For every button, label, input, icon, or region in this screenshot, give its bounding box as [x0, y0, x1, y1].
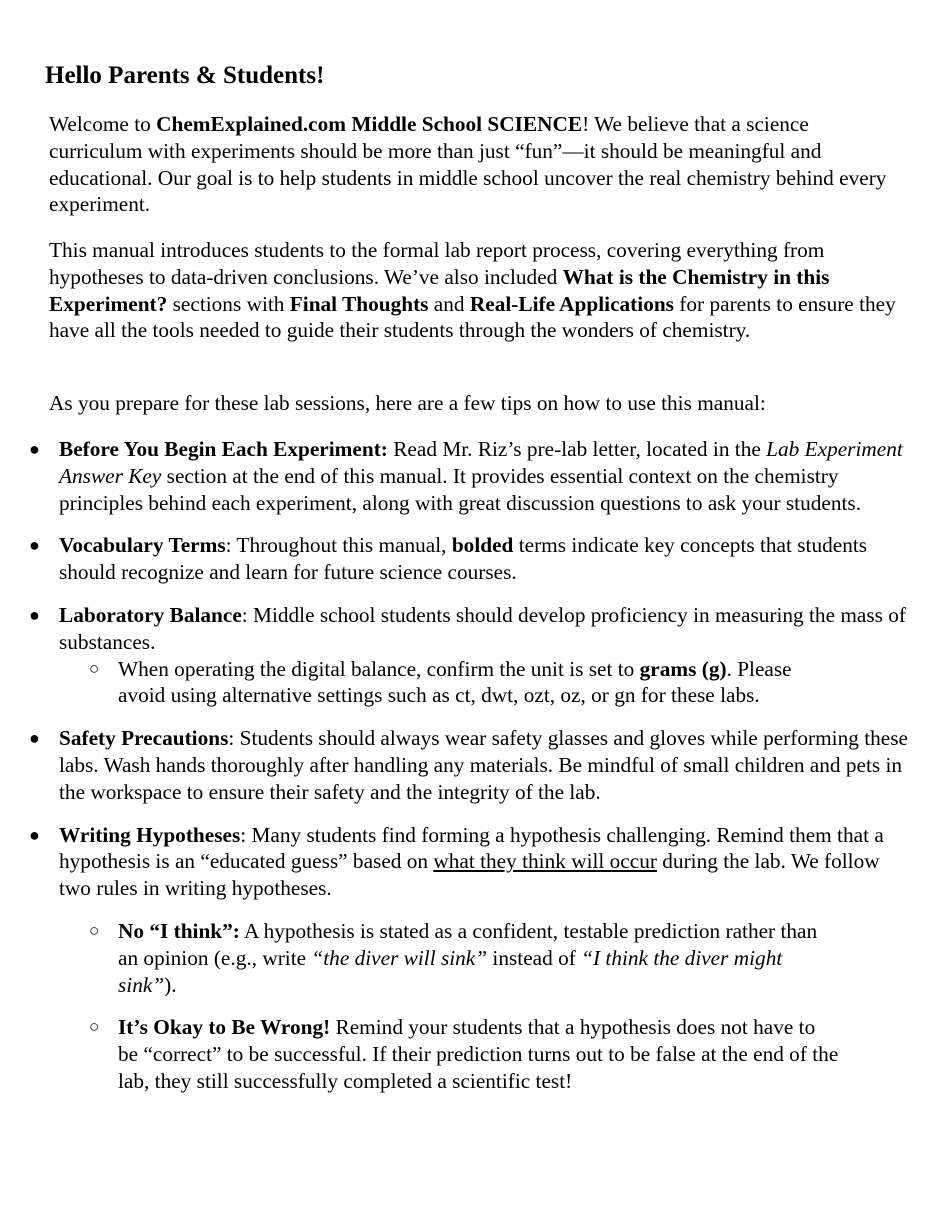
intro-welcome-text: Welcome to: [49, 112, 157, 136]
example-bad-hypothesis: “I think the diver might sink”: [118, 945, 783, 997]
sub-item-text: When operating the digital balance, confirm the unit is set to: [118, 656, 640, 681]
list-item-title: Vocabulary Terms: [59, 533, 226, 558]
sub-bullet-icon: ○: [89, 920, 100, 940]
list-item-text: Read Mr. Riz’s pre-lab letter, located in the: [387, 437, 767, 461]
list-item-title: Before You Begin Each Experiment:: [59, 437, 388, 461]
list-item-text: section at the end of this manual. It provides essential context on the chemistry principles behind each experiment, along with great discussion questions to ask your students.: [59, 463, 862, 515]
list-item-text: terms indicate key concepts that students should recognize and learn for future science courses.: [59, 533, 868, 585]
grams-unit: grams (g): [639, 656, 727, 681]
list-item-laboratory-balance: [0, 602, 909, 709]
sub-item-text: ).: [164, 972, 177, 997]
intro-final-thoughts: Final Thoughts: [289, 291, 429, 316]
list-item-title: Safety Precautions: [59, 726, 229, 751]
list-item-text: : Middle school students should develop proficiency in measuring the mass of substances.: [59, 602, 907, 654]
bolded-term: bolded: [451, 533, 514, 558]
list-item-before-you-begin: [0, 436, 909, 516]
list-item-title: Writing Hypotheses: [59, 822, 241, 847]
bullet-icon: ●: [29, 824, 40, 845]
sub-item-title: It’s Okay to Be Wrong!: [118, 1015, 331, 1040]
sub-item-body: [59, 656, 839, 710]
intro-brand-name: ChemExplained.com Middle School SCIENCE: [156, 112, 583, 136]
intro-paragraph-manual: [49, 237, 899, 344]
intro-manual-text: This manual introduces students to the formal lab report process, covering everything from hypotheses to data-driven conclusions. We’ve also included: [49, 238, 825, 289]
page-title: Hello Parents & Students!: [45, 62, 325, 89]
list-item-safety-precautions: [0, 725, 909, 805]
sub-item-text: . Please avoid using alternative settings such as ct, dwt, ozt, oz, or gn for these labs.: [118, 656, 792, 708]
sub-item-body: [59, 918, 839, 998]
bullet-icon: ●: [29, 439, 40, 459]
intro-real-life-applications: Real-Life Applications: [469, 291, 674, 316]
bullet-icon: ●: [29, 728, 40, 749]
list-item-writing-hypotheses: [0, 822, 909, 1095]
sub-item-digital-balance: [0, 656, 839, 710]
example-good-hypothesis: “the diver will sink”: [311, 945, 488, 970]
intro-manual-text-3: and: [428, 291, 470, 316]
list-item-title: Laboratory Balance: [59, 602, 242, 627]
sub-item-title: No “I think”:: [118, 918, 240, 943]
list-item-vocabulary-terms: [0, 532, 909, 586]
intro-manual-text-2: sections with: [167, 291, 290, 316]
sub-item-text: A hypothesis is stated as a confident, testable prediction rather than an opinion (e.g., write: [118, 918, 818, 970]
list-item-text: : Throughout this manual,: [225, 533, 452, 558]
sub-item-text: Remind your students that a hypothesis does not have to be “correct” to be successful. If their prediction turns out to be false at the end of the lab, they still successfully completed a scientific test!: [118, 1015, 839, 1093]
sub-item-okay-to-be-wrong: [0, 1014, 839, 1094]
sub-item-body: [59, 1014, 839, 1094]
intro-chemistry-section-name: What is the Chemistry in this Experiment?: [49, 264, 830, 316]
answer-key-reference: Lab Experiment Answer Key: [59, 437, 903, 488]
bullet-icon: ●: [29, 604, 40, 625]
intro-paragraph-tips: As you prepare for these lab sessions, here are a few tips on how to use this manual:: [49, 391, 766, 415]
sub-item-text: instead of: [487, 945, 582, 970]
tips-list: [0, 436, 930, 1111]
sub-item-no-i-think: [0, 918, 839, 998]
list-item-text: : Many students find forming a hypothesis challenging. Remind them that a hypothesis is an “educated guess” based on: [59, 822, 884, 874]
intro-manual-text-4: for parents to ensure they have all the tools needed to guide their students through the wonders of chemistry.: [49, 291, 896, 343]
intro-welcome-rest: ! We believe that a science curriculum with experiments should be more than just “fun”—it should be meaningful and educational. Our goal is to help students in middle school uncover the real chemistry behind every experiment.: [49, 112, 887, 217]
intro-paragraph-welcome: [49, 111, 899, 218]
list-item-text: : Students should always wear safety glasses and gloves while performing these labs. Wash hands thoroughly after handling any materials. Be mindful of small children and pets in the workspace to ensure their safety and the integrity of the lab.: [59, 726, 908, 804]
bullet-icon: ●: [29, 535, 40, 556]
sub-bullet-icon: ○: [89, 1017, 100, 1037]
underlined-phrase: what they think will occur: [433, 849, 657, 874]
sub-bullet-icon: ○: [89, 658, 100, 678]
list-item-text: during the lab. We follow two rules in writing hypotheses.: [59, 849, 880, 901]
